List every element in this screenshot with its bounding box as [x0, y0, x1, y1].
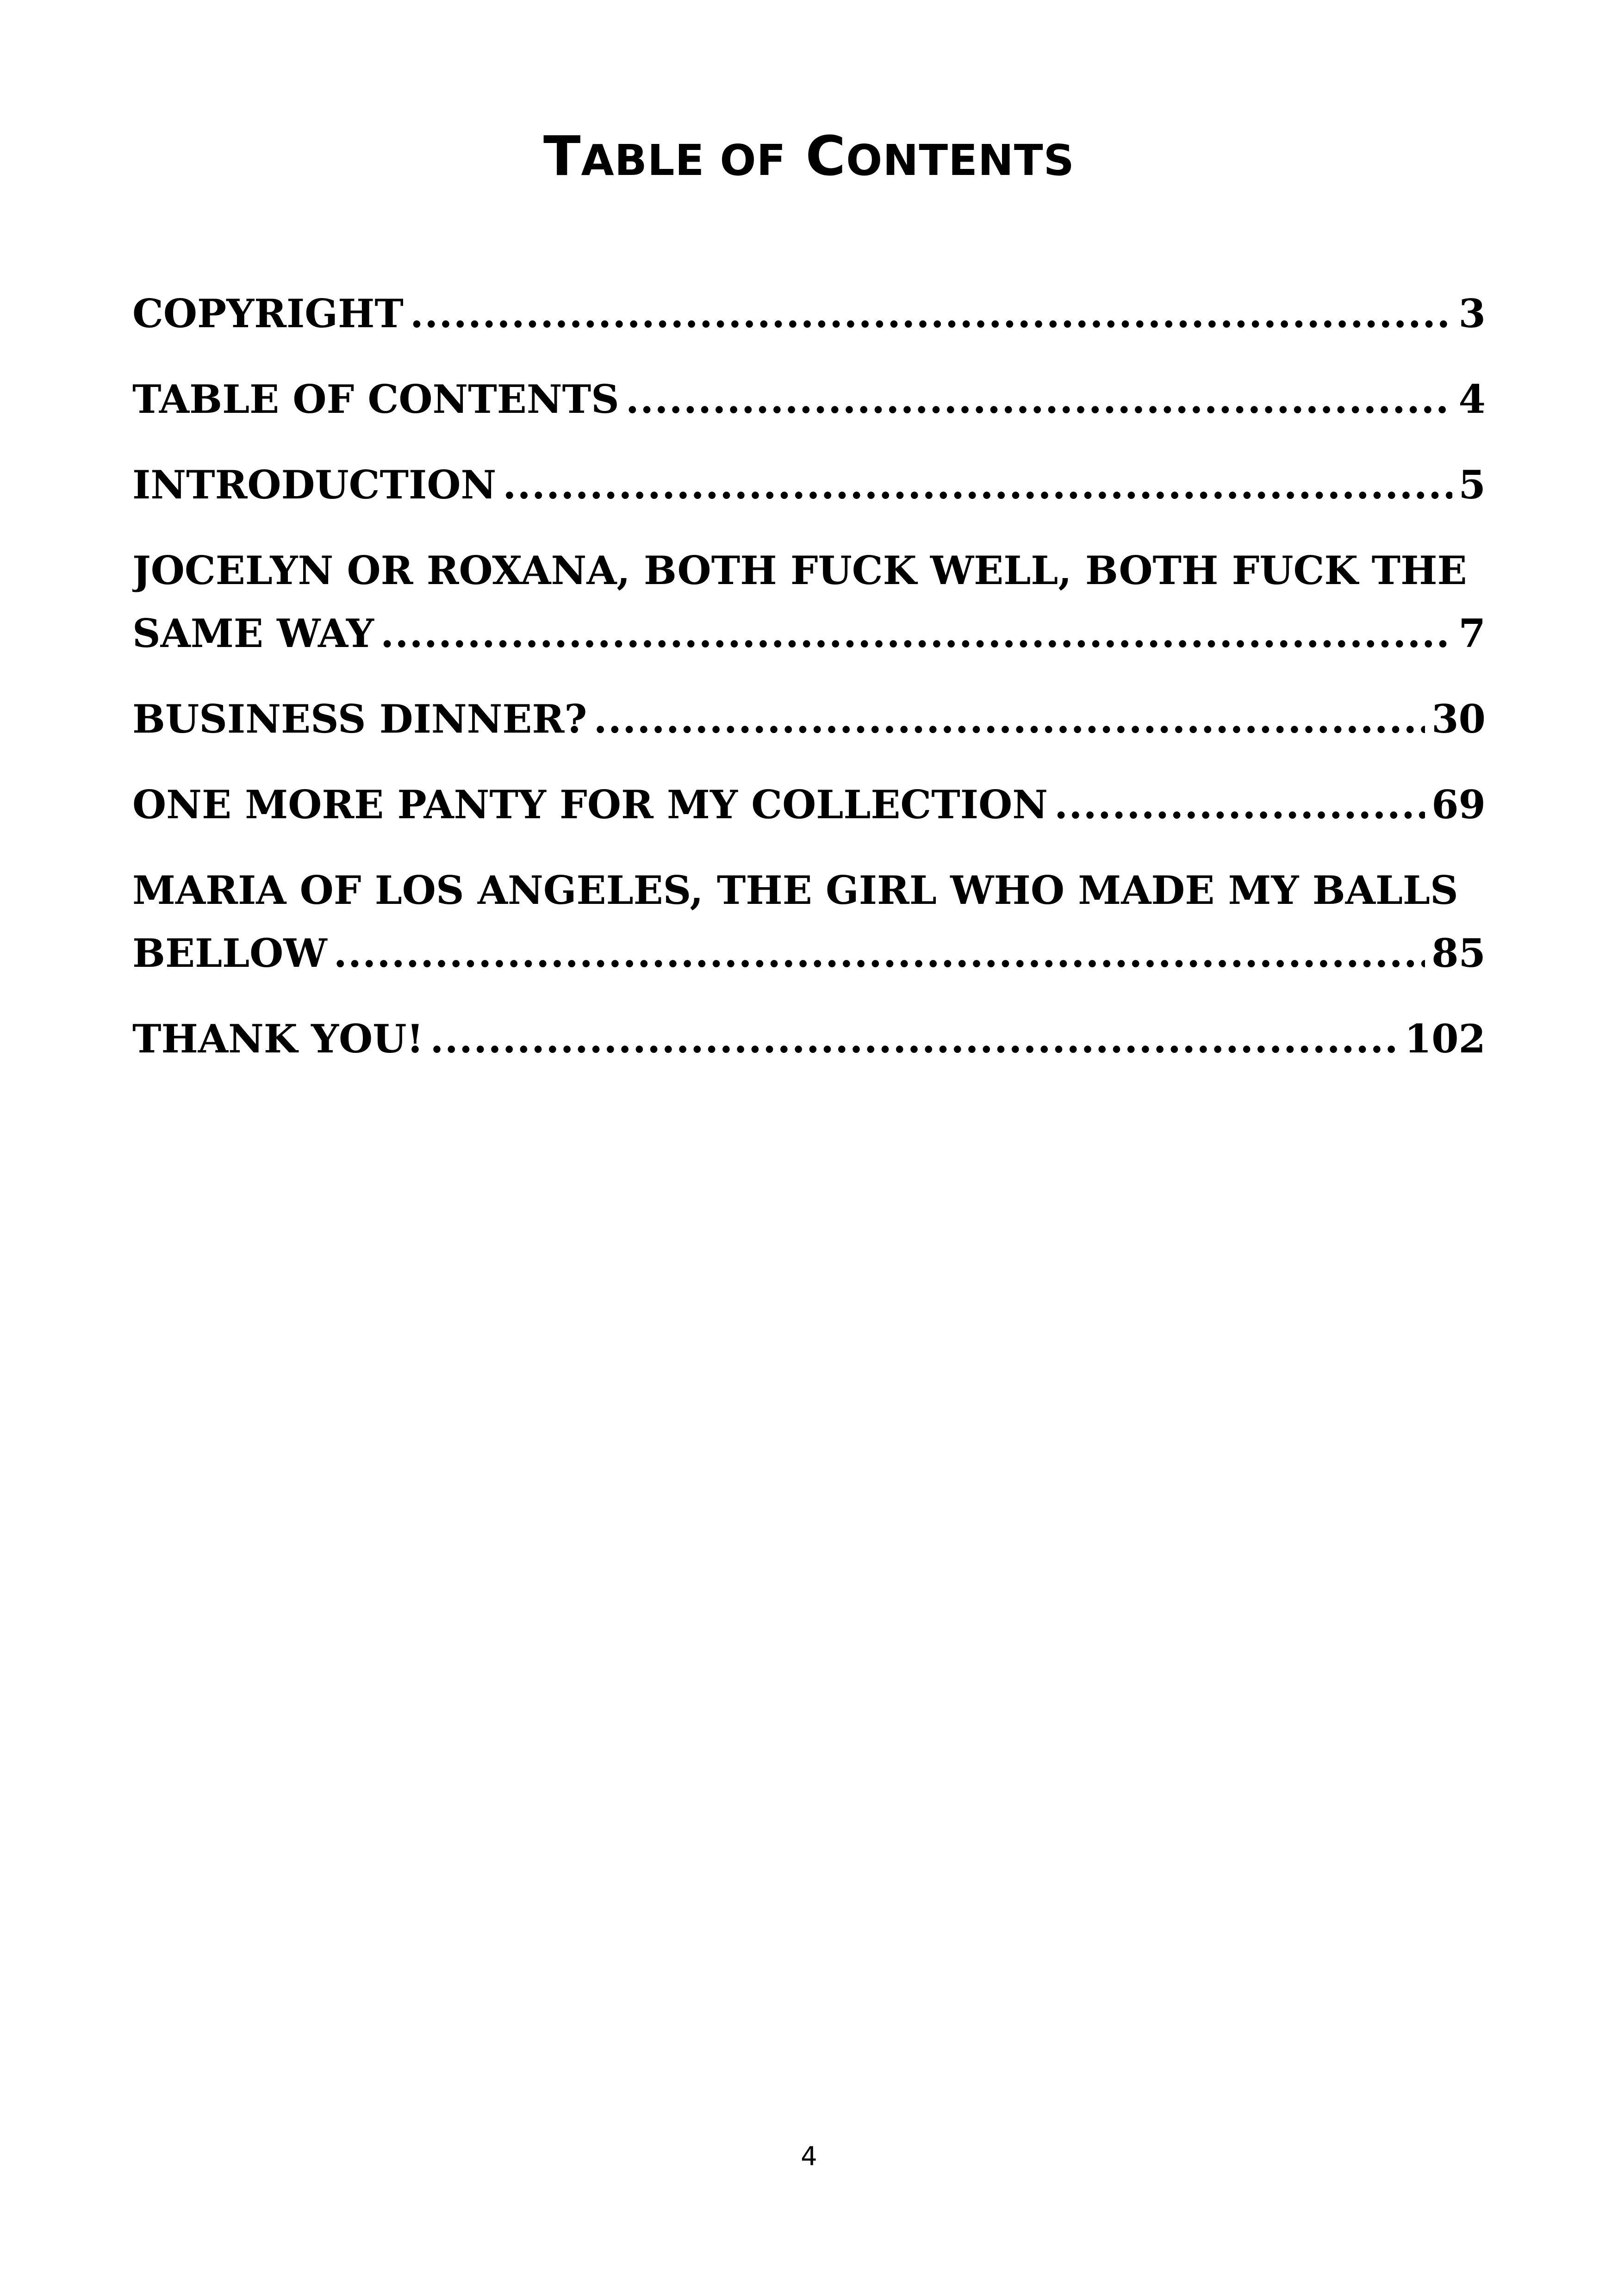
dot-leader	[594, 688, 1425, 751]
dot-leader	[503, 454, 1452, 516]
toc-entry-title: INTRODUCTION	[132, 462, 497, 508]
toc-entry-title: COPYRIGHT	[132, 291, 404, 336]
toc-entry-title: THANK YOU!	[132, 1016, 424, 1062]
title-rest-ontents: ONTENTS	[846, 136, 1075, 185]
dot-leader	[1054, 773, 1425, 836]
toc-entry-copyright[interactable]	[132, 282, 1486, 345]
toc-list	[132, 282, 1486, 1093]
title-initial-c: C	[805, 124, 846, 188]
title-initial-t: T	[543, 124, 581, 188]
toc-entry-page: 30	[1431, 696, 1486, 742]
toc-entry-one-more-panty[interactable]	[132, 773, 1486, 836]
toc-entry-page: 102	[1404, 1016, 1486, 1062]
toc-entry-title: SAME WAY	[132, 610, 374, 656]
toc-entry-jocelyn-or-roxana[interactable]	[132, 539, 1486, 665]
toc-entry-title: BELLOW	[132, 930, 327, 976]
toc-entry-business-dinner[interactable]	[132, 688, 1486, 751]
dot-leader	[380, 602, 1452, 665]
toc-entry-page: 4	[1458, 376, 1486, 422]
toc-entry-title: TABLE OF CONTENTS	[132, 376, 619, 422]
dot-leader	[430, 1008, 1398, 1070]
toc-entry-introduction[interactable]	[132, 454, 1486, 516]
dot-leader	[334, 922, 1425, 985]
toc-entry-page: 5	[1458, 462, 1486, 508]
dot-leader	[410, 282, 1452, 345]
toc-entry-maria-of-los-angeles[interactable]	[132, 859, 1486, 985]
toc-entry-table-of-contents[interactable]	[132, 368, 1486, 431]
page-title	[0, 121, 1618, 195]
dot-leader	[626, 368, 1452, 431]
page-number: 4	[801, 2141, 817, 2172]
toc-entry-thank-you[interactable]	[132, 1008, 1486, 1070]
toc-entry-page: 85	[1431, 930, 1486, 976]
toc-entry-page: 69	[1431, 782, 1486, 828]
toc-entry-title-line1: JOCELYN OR ROXANA, BOTH FUCK WELL, BOTH FUCK THE	[132, 548, 1467, 593]
title-rest-able-of: ABLE OF	[581, 136, 786, 185]
toc-entry-title: ONE MORE PANTY FOR MY COLLECTION	[132, 782, 1048, 828]
toc-entry-title: BUSINESS DINNER?	[132, 696, 587, 742]
toc-entry-title-line1: MARIA OF LOS ANGELES, THE GIRL WHO MADE MY BALLS	[132, 867, 1458, 913]
toc-entry-page: 3	[1458, 291, 1486, 336]
toc-entry-page: 7	[1458, 610, 1486, 656]
